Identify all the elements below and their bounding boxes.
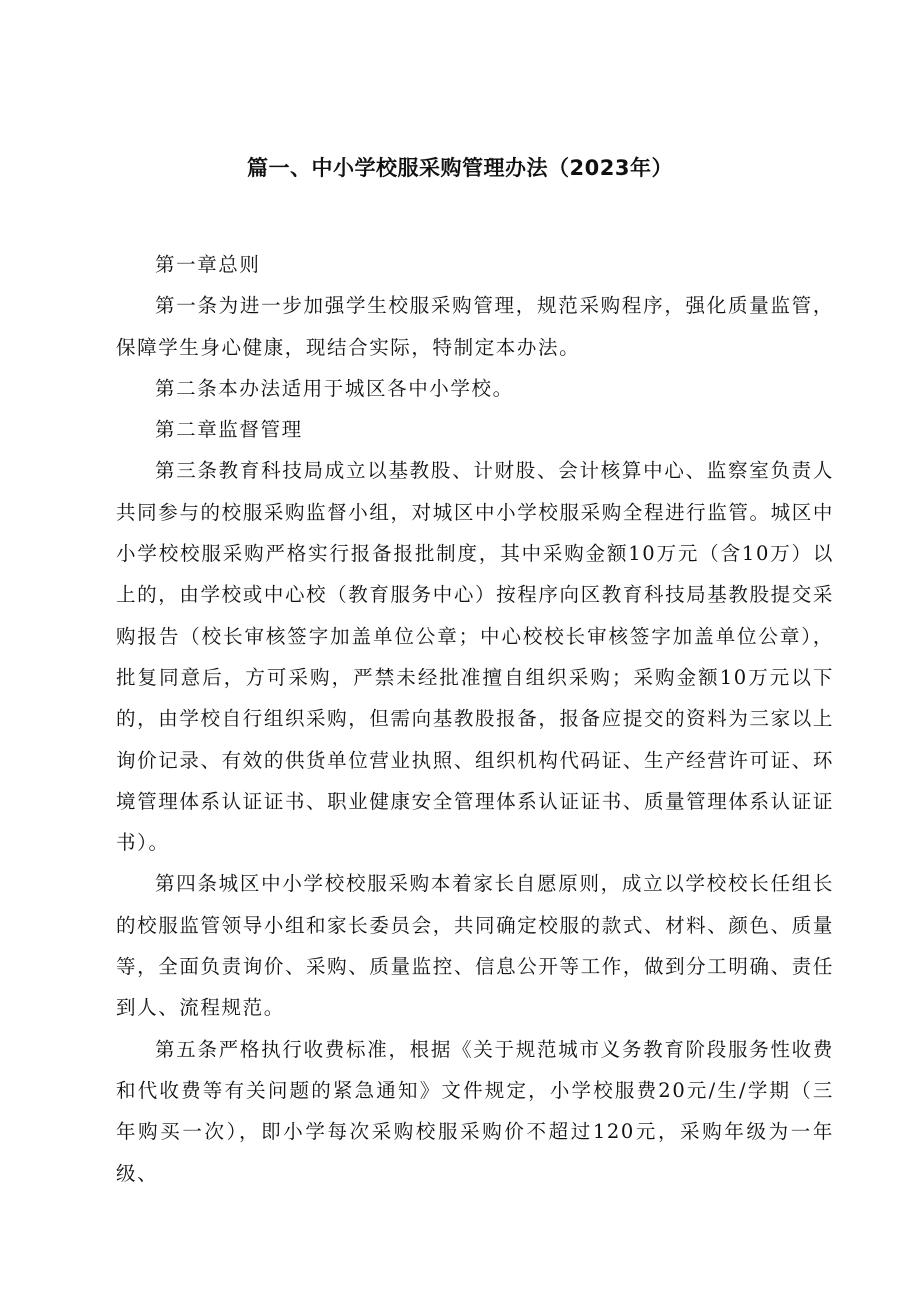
chapter-heading-supervision: 第二章监督管理	[155, 418, 303, 442]
chapter-heading-general: 第一章总则	[155, 253, 261, 276]
paragraph-article-5: 第五条严格执行收费标准，根据《关于规范城市义务教育阶段服务性收费和代收费等有关问题的紧急通知》文件规定，小学校服费20元/生/学期（三年购买一次），即小学每次采购校服采购价不超过120元，采购年级为一年级、	[116, 1037, 834, 1185]
paragraph-article-3: 第三条教育科技局成立以基教股、计财股、会计核算中心、监察室负责人共同参与的校服采购监督小组，对城区中小学校服采购全程进行监管。城区中小学校校服采购严格实行报备报批制度，其中采购金额10万元（含10万）以上的，由学校或中心校（教育服务中心）按程序向区教育科技局基教股提交采购报告（校长审核签字加盖单位公章；中心校校长审核签字加盖单位公章），批复同意后，方可采购，严禁未经批准擅自组织采购；采购金额10万元以下的，由学校自行组织采购，但需向基教股报备，报备应提交的资料为三家以上询价记录、有效的供货单位营业执照、组织机构代码证、生产经营许可证、环境管理体系认证证书、职业健康安全管理体系认证证书、质量管理体系认证证书）。	[116, 459, 834, 855]
paragraph-article-2: 第二条本办法适用于城区各中小学校。	[155, 376, 514, 400]
document-title: 篇一、中小学校服采购管理办法（2023年）	[247, 156, 673, 180]
document-body	[116, 244, 834, 1194]
paragraph-article-1: 第一条为进一步加强学生校服采购管理，规范采购程序，强化质量监管，保障学生身心健康，现结合实际，特制定本办法。	[116, 294, 834, 359]
paragraph-article-4: 第四条城区中小学校校服采购本着家长自愿原则，成立以学校校长任组长的校服监管领导小组和家长委员会，共同确定校服的款式、材料、颜色、质量等，全面负责询价、采购、质量监控、信息公开等工作，做到分工明确、责任到人、流程规范。	[116, 872, 834, 1020]
